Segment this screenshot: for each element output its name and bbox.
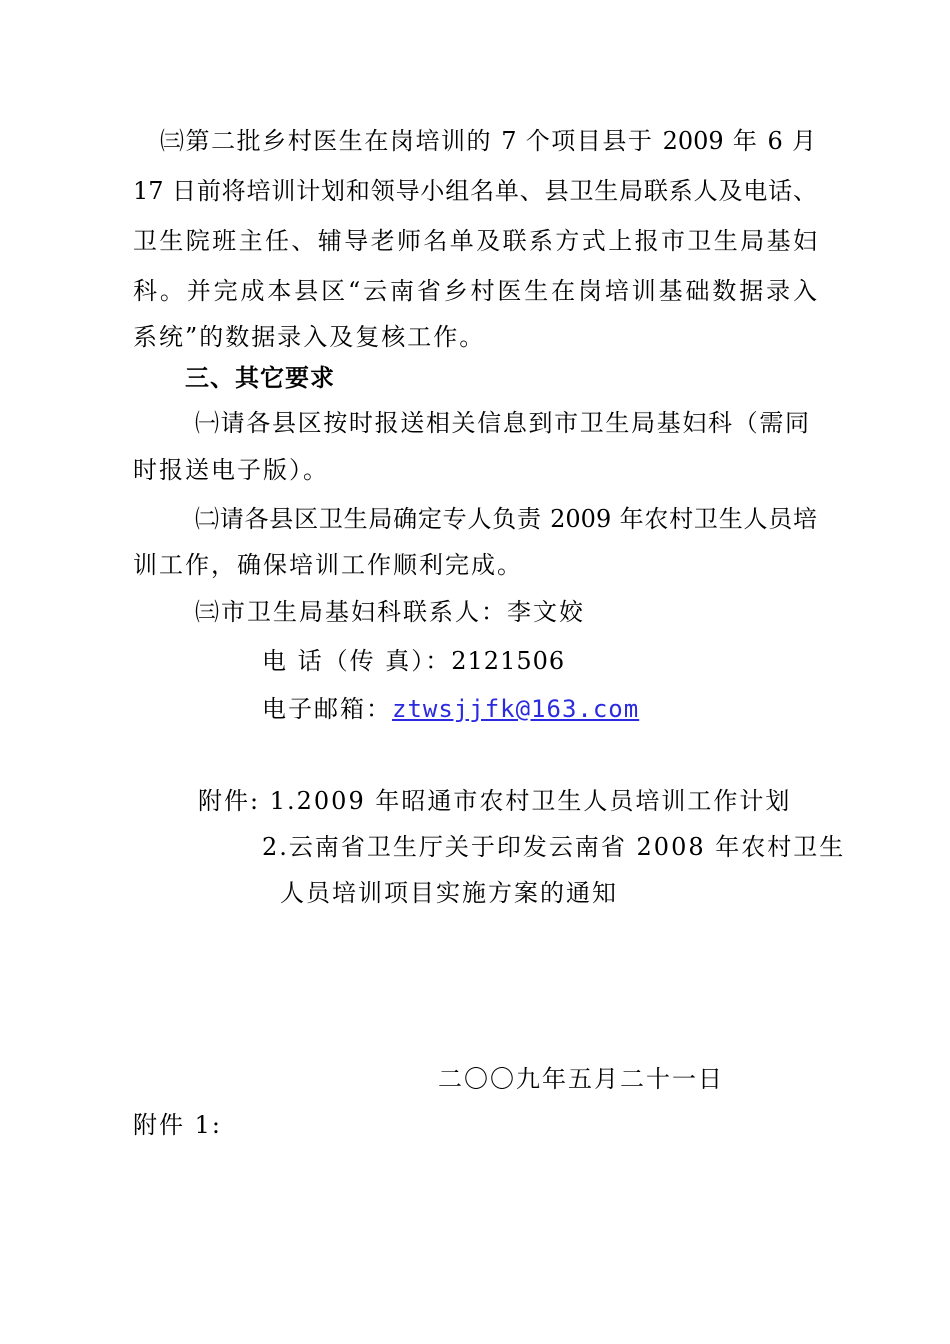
- section3-item2-line2: 训工作，确保培训工作顺利完成。: [133, 551, 523, 579]
- section3-item2-line1: ㈡请各县区卫生局确定专人负责 2009 年农村卫生人员培: [195, 505, 817, 533]
- email-link[interactable]: ztwsjjfk@163.com: [392, 695, 640, 723]
- section2-item3-line1: ㈢第二批乡村医生在岗培训的 7 个项目县于 2009 年 6 月: [160, 127, 816, 155]
- attachments-row1: [198, 786, 791, 816]
- section3-heading: 三、其它要求: [185, 364, 335, 392]
- phone-value: 2121506: [451, 647, 566, 675]
- section2-item3-line3: 卫生院班主任、辅导老师名单及联系方式上报市卫生局基妇: [133, 227, 817, 255]
- attachment-item1: 1.2009 年昭通市农村卫生人员培训工作计划: [269, 787, 792, 815]
- attachment-item2-line2: 人员培训项目实施方案的通知: [280, 879, 618, 907]
- section3-item1-line1: ㈠请各县区按时报送相关信息到市卫生局基妇科（需同: [195, 409, 809, 437]
- section2-item3-line2: 17 日前将培训计划和领导小组名单、县卫生局联系人及电话、: [133, 177, 817, 205]
- phone-row: [262, 646, 565, 676]
- section2-item3-line4: 科。并完成本县区“云南省乡村医生在岗培训基础数据录入: [133, 277, 817, 305]
- section2-item3-line5: 系统”的数据录入及复核工作。: [133, 323, 486, 351]
- attachments-label: 附件:: [198, 787, 261, 815]
- appendix-label: 附件 1:: [133, 1111, 222, 1139]
- section3-item3-contact: ㈢市卫生局基妇科联系人：李文姣: [195, 598, 585, 626]
- attachment-item2-line1: 2.云南省卫生厅关于印发云南省 2008 年农村卫生: [262, 833, 846, 861]
- document-date: 二〇〇九年五月二十一日: [438, 1065, 724, 1093]
- email-row: [262, 694, 639, 724]
- email-label: 电子邮箱：: [262, 695, 392, 723]
- section3-item1-line2: 时报送电子版）。: [133, 456, 329, 484]
- phone-label: 电 话（传 真）：: [262, 647, 452, 675]
